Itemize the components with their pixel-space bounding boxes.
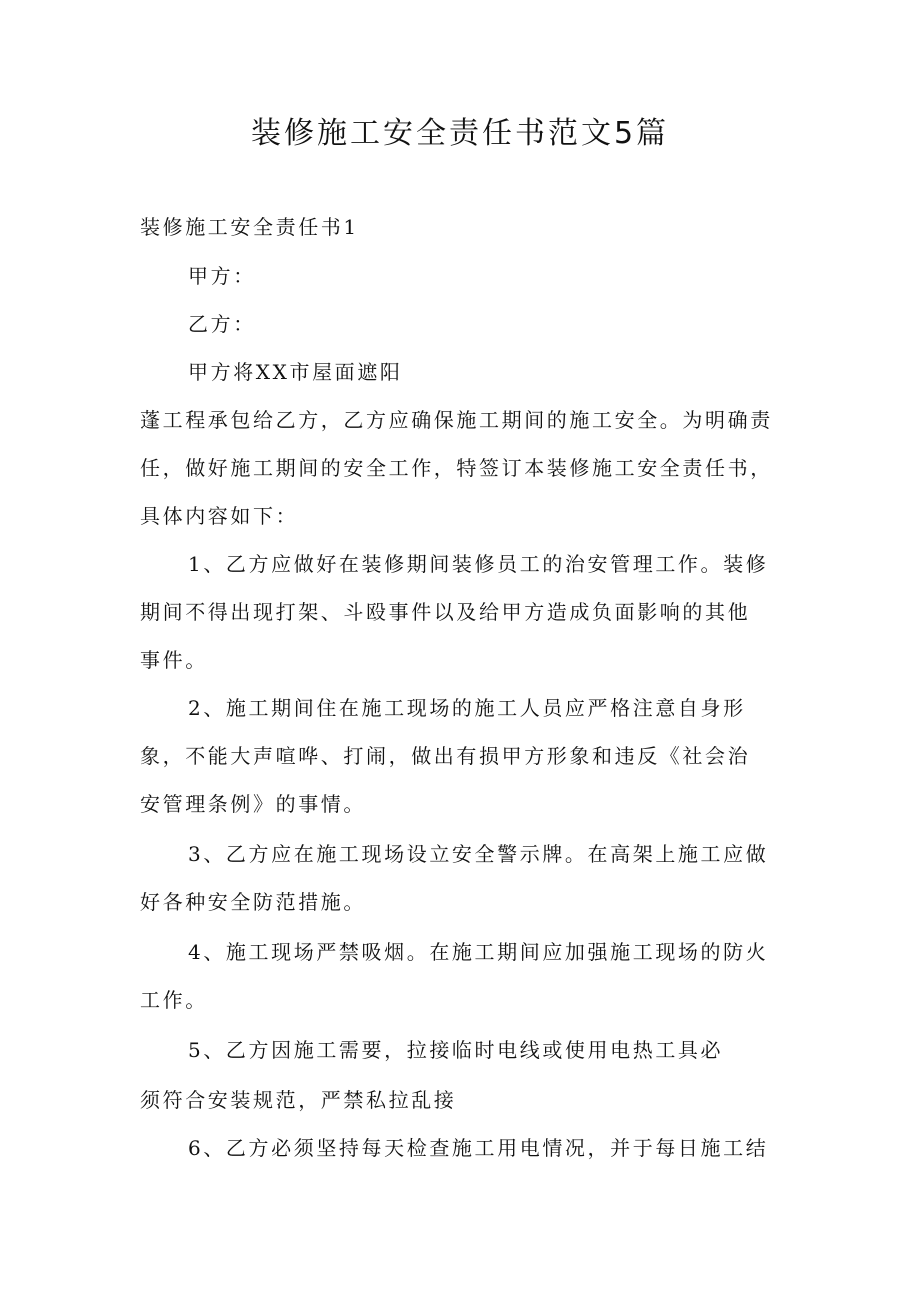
clause-2-line: 2、施工期间住在施工现场的施工人员应严格注意自身形: [188, 696, 746, 720]
intro-line: 甲方将XX市屋面遮阳: [188, 360, 403, 384]
section-heading: 装修施工安全责任书1: [140, 215, 359, 239]
clause-6-line: 6、乙方必须坚持每天检查施工用电情况，并于每日施工结: [188, 1136, 769, 1160]
clause-2-line: 象，不能大声喧哗、打闹，做出有损甲方形象和违反《社会治: [140, 744, 751, 768]
party-b-label: 乙方：: [188, 312, 256, 336]
clause-5-line: 须符合安装规范，严禁私拉乱接: [140, 1088, 457, 1112]
intro-line: 任，做好施工期间的安全工作，特签订本装修施工安全责任书，: [140, 456, 773, 480]
clause-1-line: 1、乙方应做好在装修期间装修员工的治安管理工作。装修: [188, 552, 769, 576]
clause-3-line: 3、乙方应在施工现场设立安全警示牌。在高架上施工应做: [188, 842, 769, 866]
clause-3-line: 好各种安全防范措施。: [140, 890, 366, 914]
document-title: 装修施工安全责任书范文5篇: [250, 116, 670, 151]
clause-2-line: 安管理条例》的事情。: [140, 792, 366, 816]
clause-4-line: 工作。: [140, 988, 208, 1012]
clause-1-line: 事件。: [140, 648, 208, 672]
clause-5-line: 5、乙方因施工需要，拉接临时电线或使用电热工具必: [188, 1038, 724, 1062]
party-a-label: 甲方：: [188, 264, 256, 288]
intro-line: 蓬工程承包给乙方，乙方应确保施工期间的施工安全。为明确责: [140, 408, 773, 432]
clause-4-line: 4、施工现场严禁吸烟。在施工期间应加强施工现场的防火: [188, 940, 769, 964]
intro-line: 具体内容如下：: [140, 504, 299, 528]
clause-1-line: 期间不得出现打架、斗殴事件以及给甲方造成负面影响的其他: [140, 600, 751, 624]
